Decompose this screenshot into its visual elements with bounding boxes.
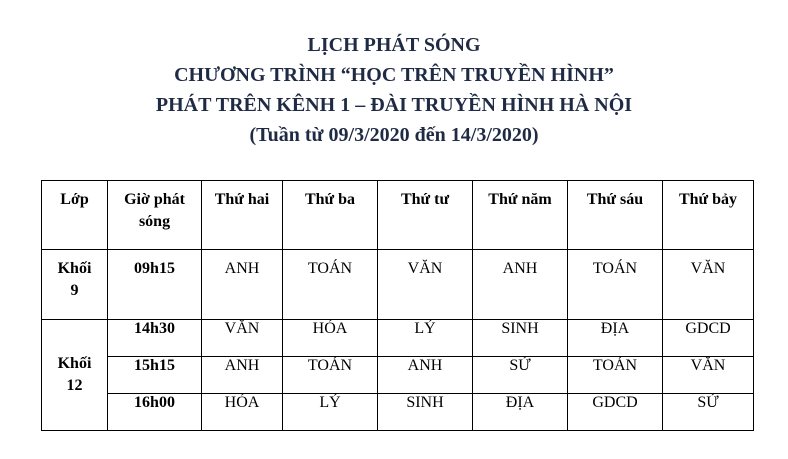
grade12-label: Khối 12 [42, 320, 108, 431]
table-cell: ANH [202, 250, 283, 320]
header-row [42, 181, 754, 250]
table-cell: ĐỊA [473, 394, 568, 431]
table-row-grade12-1 [42, 320, 754, 357]
table-cell: VĂN [202, 320, 283, 357]
header-time-line2: sóng [138, 213, 171, 230]
table-cell: SỬ [473, 357, 568, 394]
grade12-time: 16h00 [108, 394, 202, 431]
table-cell: GDCD [663, 320, 754, 357]
table-cell: SINH [378, 394, 473, 431]
title-program: CHƯƠNG TRÌNH “HỌC TRÊN TRUYỀN HÌNH” [174, 64, 614, 86]
title-channel: PHÁT TRÊN KÊNH 1 – ĐÀI TRUYỀN HÌNH HÀ NỘI [155, 94, 633, 116]
header-time [108, 181, 202, 250]
document-header [0, 30, 788, 150]
table-cell: SỬ [663, 394, 754, 431]
table-row-grade12-2 [42, 357, 754, 394]
grade12-time: 15h15 [108, 357, 202, 394]
header-wednesday: Thứ tư [378, 181, 473, 250]
title-week: (Tuần từ 09/3/2020 đến 14/3/2020) [249, 124, 539, 146]
table-row-grade9 [42, 250, 754, 320]
grade12-time: 14h30 [108, 320, 202, 357]
table-cell: ANH [473, 250, 568, 320]
header-grade: Lớp [42, 181, 108, 250]
table-cell: SINH [473, 320, 568, 357]
table-cell: ANH [202, 357, 283, 394]
header-thursday: Thứ năm [473, 181, 568, 250]
table-row-grade12-3 [42, 394, 754, 431]
table-cell: TOÁN [568, 250, 663, 320]
grade9-time: 09h15 [108, 250, 202, 320]
table-cell: GDCD [568, 394, 663, 431]
title-schedule: LỊCH PHÁT SÓNG [307, 34, 481, 56]
header-friday: Thứ sáu [568, 181, 663, 250]
table-cell: VĂN [378, 250, 473, 320]
table-cell: ĐỊA [568, 320, 663, 357]
table-cell: ANH [378, 357, 473, 394]
table-cell: VĂN [663, 250, 754, 320]
table-cell: VĂN [663, 357, 754, 394]
grade9-label: Khối 9 [42, 250, 108, 320]
schedule-table [41, 180, 754, 431]
table-cell: LÝ [283, 394, 378, 431]
header-time-line1: Giờ phát [124, 191, 185, 208]
table-cell: HÓA [202, 394, 283, 431]
table-cell: TOÁN [283, 250, 378, 320]
header-tuesday: Thứ ba [283, 181, 378, 250]
header-saturday: Thứ bảy [663, 181, 754, 250]
table-cell: TOÁN [283, 357, 378, 394]
table-cell: HÓA [283, 320, 378, 357]
table-cell: LÝ [378, 320, 473, 357]
header-monday: Thứ hai [202, 181, 283, 250]
table-cell: TOÁN [568, 357, 663, 394]
